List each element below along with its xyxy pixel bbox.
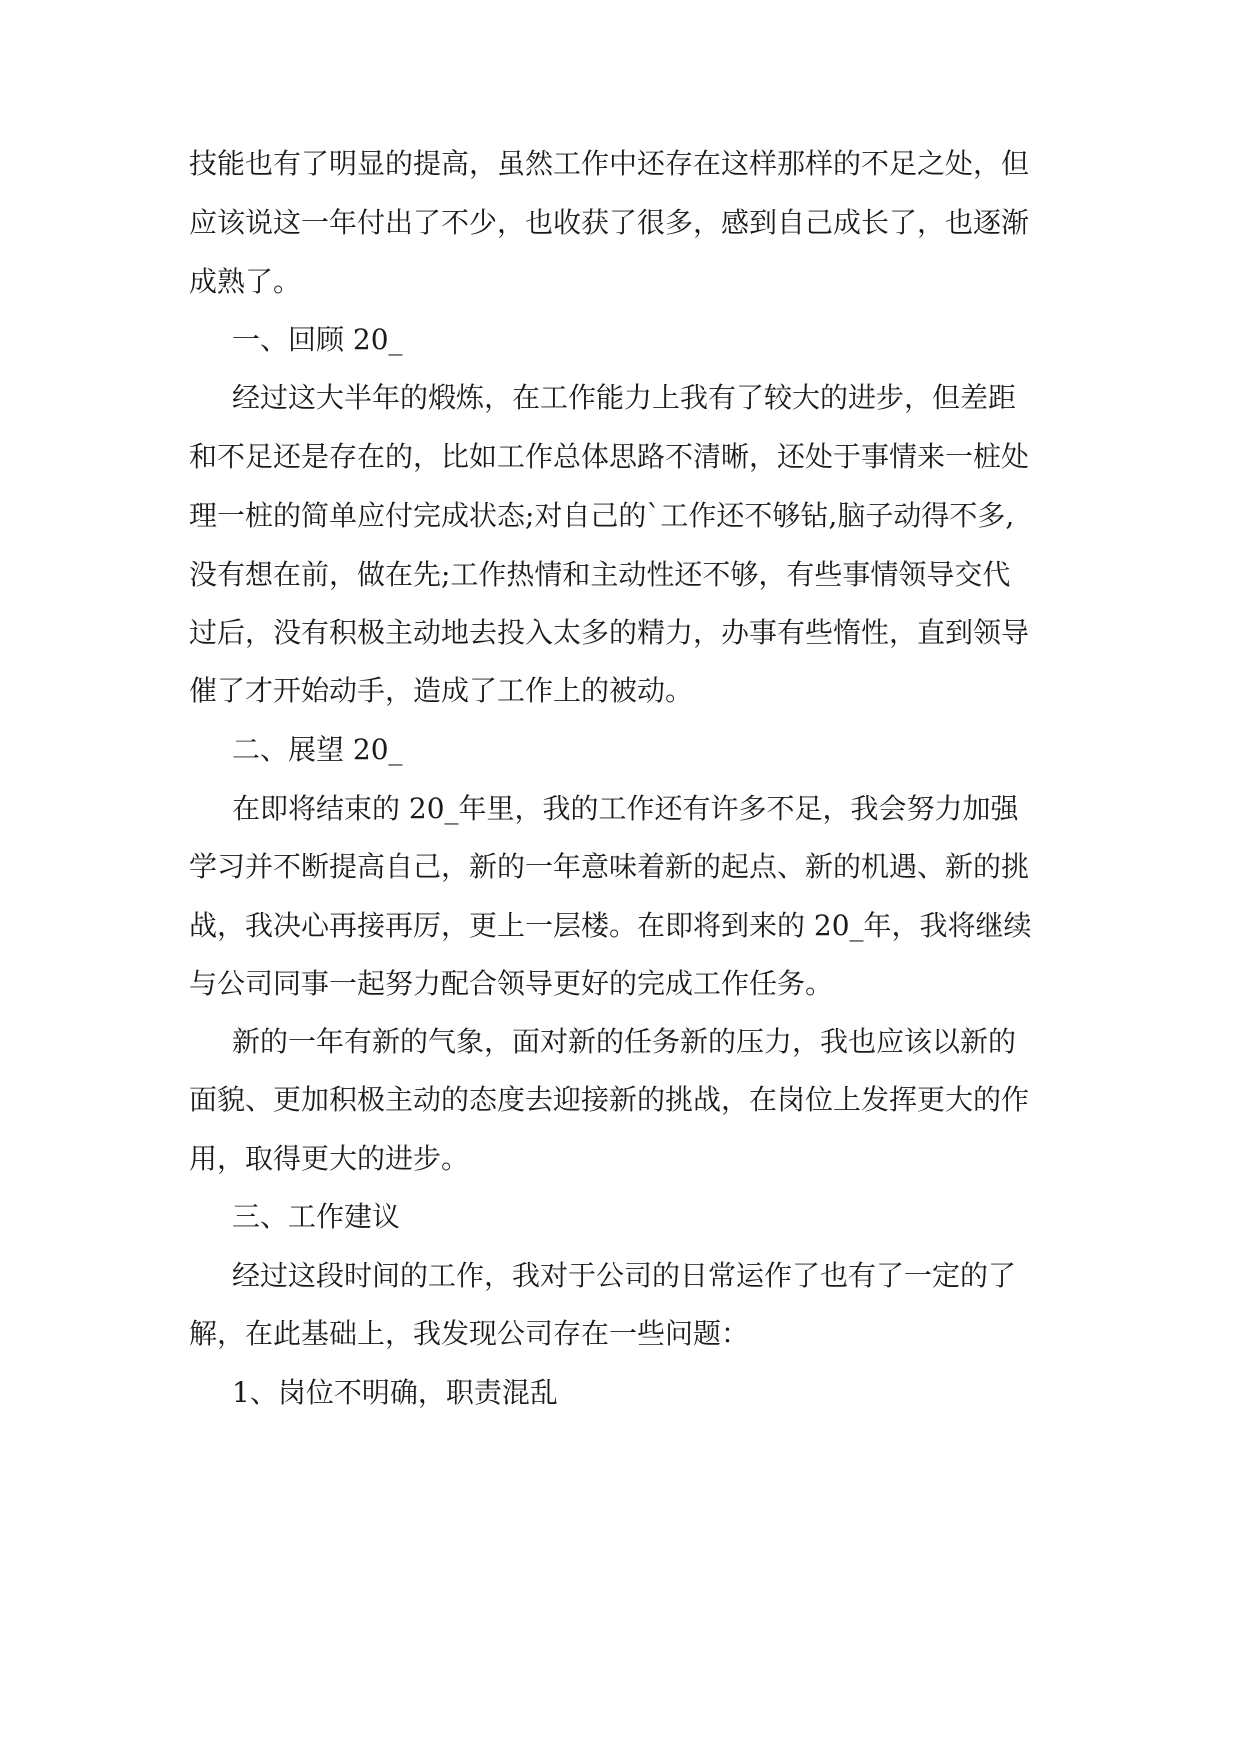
- body-text-line: 在即将结束的 20_年里，我的工作还有许多不足，我会努力加强: [232, 792, 1019, 825]
- body-text-line: 理一桩的简单应付完成状态;对自己的`工作还不够钻,脑子动得不多,: [189, 499, 1015, 532]
- body-text-line: 解，在此基础上，我发现公司存在一些问题：: [189, 1317, 750, 1350]
- body-text-line: 和不足还是存在的，比如工作总体思路不清晰，还处于事情来一桩处: [189, 440, 1030, 473]
- body-text-line: 经过这大半年的煅炼，在工作能力上我有了较大的进步，但差距: [232, 381, 1017, 414]
- body-text-line: 用，取得更大的进步。: [189, 1142, 470, 1175]
- body-text-line: 新的一年有新的气象，面对新的任务新的压力，我也应该以新的: [232, 1025, 1017, 1058]
- body-text-line: 过后，没有积极主动地去投入太多的精力，办事有些惰性，直到领导: [189, 616, 1030, 649]
- body-text-line: 催了才开始动手，造成了工作上的被动。: [189, 674, 694, 707]
- list-item-heading: 1、岗位不明确，职责混乱: [232, 1376, 558, 1409]
- body-text-line: 面貌、更加积极主动的态度去迎接新的挑战，在岗位上发挥更大的作: [189, 1083, 1030, 1116]
- body-text-line: 成熟了。: [189, 265, 302, 298]
- body-text-line: 经过这段时间的工作，我对于公司的日常运作了也有了一定的了: [232, 1259, 1017, 1292]
- body-text-line: 技能也有了明显的提高，虽然工作中还存在这样那样的不足之处，但: [189, 147, 1030, 180]
- body-text-line: 与公司同事一起努力配合领导更好的完成工作任务。: [189, 967, 834, 1000]
- body-text-line: 没有想在前，做在先;工作热情和主动性还不够，有些事情领导交代: [189, 558, 1011, 591]
- section-heading-review: 一、回顾 20_: [232, 323, 403, 356]
- body-text-line: 应该说这一年付出了不少，也收获了很多，感到自己成长了，也逐渐: [189, 206, 1030, 239]
- body-text-line: 学习并不断提高自己，新的一年意味着新的起点、新的机遇、新的挑: [189, 850, 1030, 883]
- section-heading-suggestions: 三、工作建议: [232, 1200, 401, 1233]
- body-text-line: 战，我决心再接再厉，更上一层楼。在即将到来的 20_年，我将继续: [189, 909, 1032, 942]
- section-heading-outlook: 二、展望 20_: [232, 733, 403, 766]
